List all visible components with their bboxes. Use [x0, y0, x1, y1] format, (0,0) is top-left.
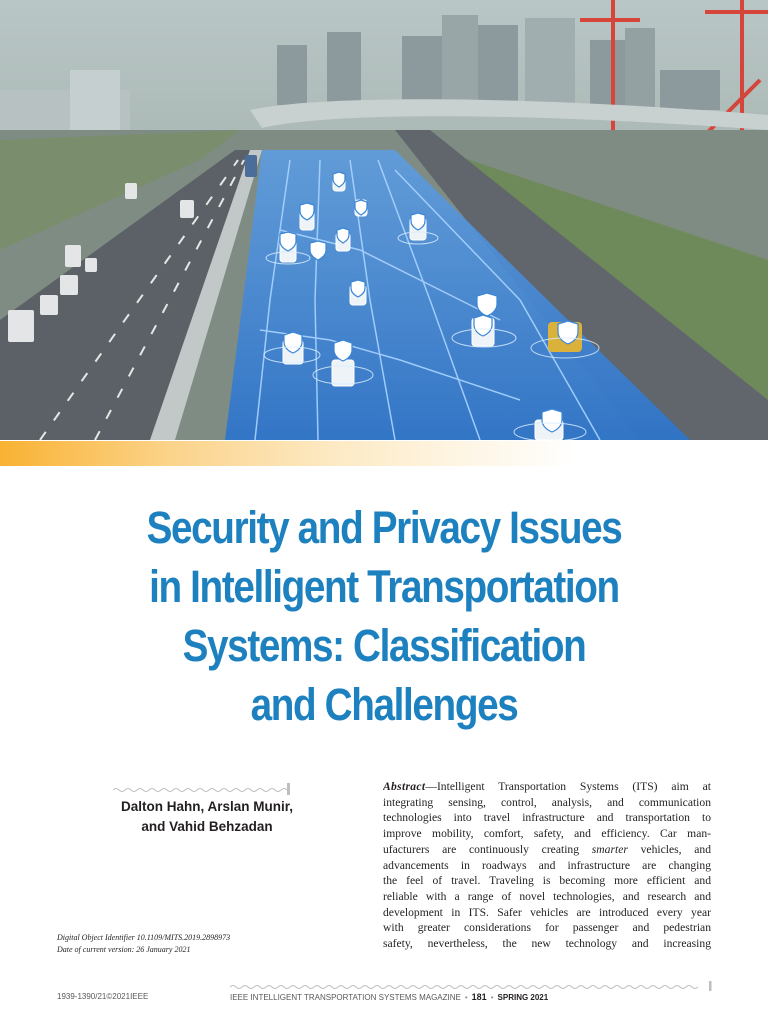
abstract-lead: Abstract [383, 780, 426, 793]
abstract-line: safety, nevertheless, the new technology and increasing [383, 937, 711, 951]
title-line: Security and Privacy Issues [146, 502, 622, 553]
doi-block [57, 932, 230, 956]
abstract-line: improve mobility, comfort, safety, and efficiency. Car man- [383, 827, 711, 841]
footer-issn: 1939-1390/21©2021IEEE [57, 992, 149, 1001]
footer-divider [230, 981, 712, 991]
footer-season: SPRING 2021 [497, 993, 549, 1002]
abstract-line: integrating sensing, control, analysis, and communication [383, 795, 711, 809]
abstract-line: reliable with a range of novel technologies, and research and [383, 889, 711, 903]
footer-separator: • [464, 993, 468, 1002]
title-line: in Intelligent Transportation [149, 561, 619, 612]
abstract-line: ufacturers are continuously creating smarter vehicles, and [383, 842, 711, 856]
highlight-band [0, 441, 768, 466]
abstract-line: technologies into travel infrastructure and transportation to [383, 811, 711, 825]
highway-illustration [0, 0, 768, 440]
doi-identifier: Digital Object Identifier 10.1109/MITS.2019.2898973 [57, 933, 231, 942]
footer-separator: • [490, 993, 494, 1002]
doi-date: Date of current version: 26 January 2021 [57, 945, 191, 954]
title-line: and Challenges [250, 679, 518, 730]
title-line: Systems: Classification [182, 620, 586, 671]
hero-image [0, 0, 768, 440]
author-list [92, 797, 322, 837]
author-divider [113, 783, 291, 795]
abstract-line: advancements in roadways and infrastructure are changing [383, 858, 711, 872]
abstract-line: Abstract—Intelligent Transportation Systems (ITS) aim at [383, 780, 711, 793]
footer-running-head [230, 992, 712, 1002]
author-line: and Vahid Behzadan [141, 819, 273, 834]
footer-magazine: IEEE INTELLIGENT TRANSPORTATION SYSTEMS MAGAZINE [230, 993, 461, 1002]
abstract-line: development in ITS. Safer vehicles are introduced every year [383, 905, 711, 919]
article-title [88, 498, 680, 734]
footer-page-number: 181 [471, 992, 487, 1002]
abstract [383, 779, 711, 952]
abstract-line: the feel of travel. Traveling is becoming more efficient and [383, 874, 711, 888]
author-line: Dalton Hahn, Arslan Munir, [120, 799, 293, 814]
emphasis: smarter [591, 842, 628, 856]
abstract-line: with greater considerations for passenger and pedestrian [383, 921, 711, 935]
